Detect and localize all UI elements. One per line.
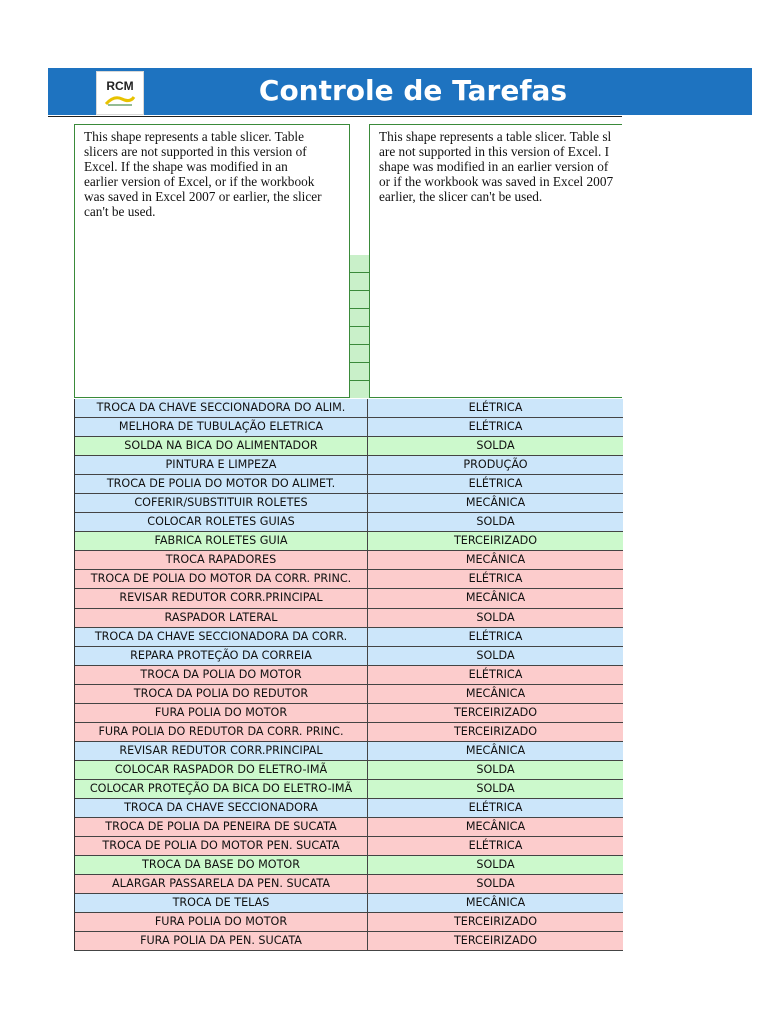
table-row[interactable] — [75, 894, 623, 913]
page-title: Controle de Tarefas — [258, 74, 568, 107]
task-cell[interactable]: TROCA RAPADORES — [75, 551, 368, 569]
slicer-placeholder-1[interactable] — [74, 124, 350, 398]
area-cell[interactable]: TERCEIRIZADO — [453, 724, 538, 738]
table-row[interactable] — [75, 723, 623, 742]
slicer-text-line: earlier, the slicer can't be used. — [379, 189, 543, 204]
table-row[interactable] — [75, 456, 623, 475]
table-row[interactable] — [75, 647, 623, 666]
task-cell[interactable]: FABRICA ROLETES GUIA — [75, 532, 368, 550]
table-row[interactable] — [75, 609, 623, 628]
area-cell[interactable]: ELÉTRICA — [468, 629, 523, 643]
task-table — [74, 399, 623, 951]
task-cell[interactable]: REVISAR REDUTOR CORR.PRINCIPAL — [75, 589, 368, 607]
task-cell[interactable]: REPARA PROTEÇÃO DA CORREIA — [75, 647, 368, 665]
task-cell[interactable]: RASPADOR LATERAL — [75, 609, 368, 627]
task-cell[interactable]: TROCA DA CHAVE SECCIONADORA DA CORR. — [75, 628, 368, 646]
table-row[interactable] — [75, 742, 623, 761]
area-cell[interactable]: TERCEIRIZADO — [453, 705, 538, 719]
area-cell[interactable]: ELÉTRICA — [468, 572, 523, 586]
task-cell[interactable]: TROCA DA BASE DO MOTOR — [75, 856, 368, 874]
area-cell[interactable]: ELÉTRICA — [468, 667, 523, 681]
area-cell[interactable]: TERCEIRIZADO — [453, 934, 538, 948]
task-cell[interactable]: COLOCAR RASPADOR DO ELETRO-IMÃ — [75, 761, 368, 779]
task-cell[interactable]: TROCA DE POLIA DO MOTOR PEN. SUCATA — [75, 837, 368, 855]
slicer-placeholder-2[interactable] — [369, 124, 622, 398]
task-cell[interactable]: COFERIR/SUBSTITUIR ROLETES — [75, 494, 368, 512]
table-row[interactable] — [75, 913, 623, 932]
slicer-text-line: This shape represents a table slicer. Table sl — [379, 129, 612, 144]
area-cell[interactable]: SOLDA — [476, 781, 515, 795]
task-cell[interactable]: TROCA DE POLIA DA PENEIRA DE SUCATA — [75, 818, 368, 836]
table-row[interactable] — [75, 513, 623, 532]
area-cell[interactable]: SOLDA — [476, 762, 515, 776]
task-cell[interactable]: TROCA DA POLIA DO REDUTOR — [75, 685, 368, 703]
area-cell[interactable]: MECÂNICA — [465, 743, 526, 757]
task-cell[interactable]: REVISAR REDUTOR CORR.PRINCIPAL — [75, 742, 368, 760]
area-cell[interactable]: MECÂNICA — [465, 686, 526, 700]
task-cell[interactable]: FURA POLIA DA PEN. SUCATA — [75, 932, 368, 950]
area-cell[interactable]: TERCEIRIZADO — [453, 915, 538, 929]
table-row[interactable] — [75, 818, 623, 837]
hidden-cells-strip — [349, 255, 369, 398]
table-row[interactable] — [75, 704, 623, 723]
task-cell[interactable]: SOLDA NA BICA DO ALIMENTADOR — [75, 437, 368, 455]
task-cell[interactable]: FURA POLIA DO MOTOR — [75, 913, 368, 931]
table-row[interactable] — [75, 437, 623, 456]
slicer-text-line: are not supported in this version of Excel. I — [379, 144, 610, 159]
table-row[interactable] — [75, 780, 623, 799]
task-cell[interactable]: TROCA DE TELAS — [75, 894, 368, 912]
header-banner — [48, 68, 752, 115]
task-cell[interactable]: TROCA DA CHAVE SECCIONADORA DO ALIM. — [75, 399, 368, 417]
slicer-text-line: shape was modified in an earlier version of — [379, 159, 609, 174]
slicer-text-line: can't be used. — [84, 204, 156, 219]
area-cell[interactable]: SOLDA — [476, 439, 515, 453]
table-row[interactable] — [75, 685, 623, 704]
table-row[interactable] — [75, 856, 623, 875]
table-row[interactable] — [75, 551, 623, 570]
task-cell[interactable]: FURA POLIA DO REDUTOR DA CORR. PRINC. — [75, 723, 368, 741]
slicer-text-line: was saved in Excel 2007 or earlier, the slicer — [84, 189, 322, 204]
logo-text: RCM — [106, 79, 134, 93]
task-cell[interactable]: TROCA DE POLIA DO MOTOR DO ALIMET. — [75, 475, 368, 493]
slicer-text-line: slicers are not supported in this version of — [84, 144, 307, 159]
area-cell[interactable]: SOLDA — [476, 515, 515, 529]
task-cell[interactable]: TROCA DA POLIA DO MOTOR — [75, 666, 368, 684]
task-cell[interactable]: COLOCAR PROTEÇÃO DA BICA DO ELETRO-IMÃ — [75, 780, 368, 798]
header-divider — [48, 116, 622, 117]
table-row[interactable] — [75, 475, 623, 494]
table-row[interactable] — [75, 418, 623, 437]
task-cell[interactable]: PINTURA E LIMPEZA — [75, 456, 368, 474]
area-cell[interactable]: ELÉTRICA — [468, 839, 523, 853]
area-cell[interactable]: MECÂNICA — [465, 820, 526, 834]
slicer-text-line: earlier version of Excel, or if the workbook — [84, 174, 315, 189]
table-row[interactable] — [75, 837, 623, 856]
task-cell[interactable]: TROCA DA CHAVE SECCIONADORA — [75, 799, 368, 817]
area-cell[interactable]: MECÂNICA — [465, 591, 526, 605]
area-cell[interactable]: SOLDA — [476, 648, 515, 662]
table-row[interactable] — [75, 570, 623, 589]
area-cell[interactable]: MECÂNICA — [465, 496, 526, 510]
area-cell[interactable]: ELÉTRICA — [468, 401, 523, 414]
table-row[interactable] — [75, 628, 623, 647]
task-cell[interactable]: TROCA DE POLIA DO MOTOR DA CORR. PRINC. — [75, 570, 368, 588]
slicer-text-line: Excel. If the shape was modified in an — [84, 159, 288, 174]
area-cell[interactable]: SOLDA — [476, 877, 515, 891]
table-row[interactable] — [75, 399, 623, 418]
task-cell[interactable]: COLOCAR ROLETES GUIAS — [75, 513, 368, 531]
area-cell[interactable]: PRODUÇÃO — [463, 458, 528, 472]
area-cell[interactable]: ELÉTRICA — [468, 420, 523, 434]
task-cell[interactable]: MELHORA DE TUBULAÇÃO ELETRICA — [75, 418, 368, 436]
slicer-text-line: This shape represents a table slicer. Table — [84, 129, 304, 144]
slicer-text-line: or if the workbook was saved in Excel 2007 — [379, 174, 614, 189]
area-cell[interactable]: MECÂNICA — [465, 553, 526, 567]
table-row[interactable] — [75, 666, 623, 685]
area-cell[interactable]: TERCEIRIZADO — [453, 534, 538, 548]
table-row[interactable] — [75, 799, 623, 818]
task-cell[interactable]: FURA POLIA DO MOTOR — [75, 704, 368, 722]
table-row[interactable] — [75, 932, 623, 951]
area-cell[interactable]: ELÉTRICA — [468, 477, 523, 491]
table-row[interactable] — [75, 532, 623, 551]
table-row[interactable] — [75, 589, 623, 608]
task-cell[interactable]: ALARGAR PASSARELA DA PEN. SUCATA — [75, 875, 368, 893]
area-cell[interactable]: SOLDA — [476, 610, 515, 624]
area-cell[interactable]: SOLDA — [476, 858, 515, 872]
table-row[interactable] — [75, 761, 623, 780]
area-cell[interactable]: ELÉTRICA — [468, 800, 523, 814]
table-row[interactable] — [75, 494, 623, 513]
area-cell[interactable]: MECÂNICA — [465, 896, 526, 910]
table-row[interactable] — [75, 875, 623, 894]
